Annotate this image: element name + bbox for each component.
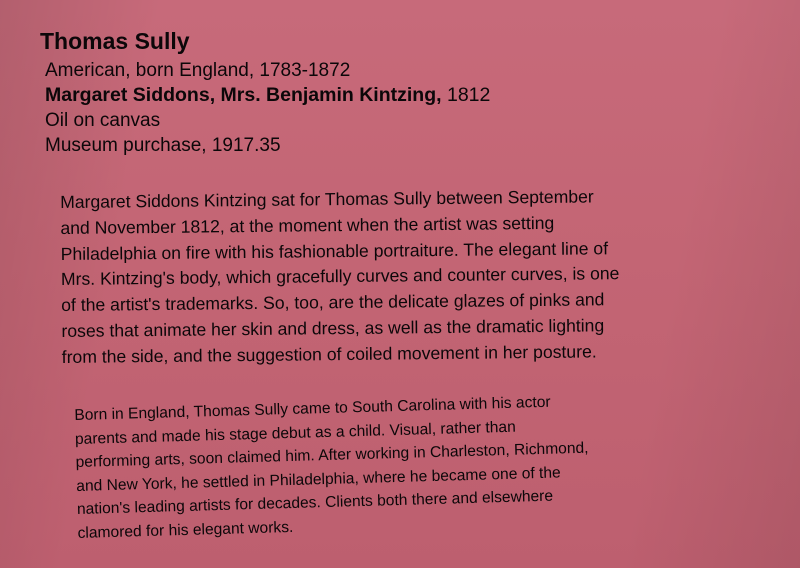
artwork-title-line: [45, 83, 660, 108]
paragraph-1-line: Mrs. Kintzing's body, which gracefully curves and counter curves, is one: [60, 263, 620, 290]
paragraph-2-line: performing arts, soon claimed him. After working in Charleston, Richmond,: [75, 439, 589, 472]
paragraph-1-line: from the side, and the suggestion of coiled movement in her posture.: [61, 341, 597, 367]
artwork-year: 1812: [446, 84, 491, 106]
label-header: [40, 26, 660, 158]
paragraph-2-line: nation's leading artists for decades. Clients both there and elsewhere: [76, 488, 554, 519]
paragraph-2-line: parents and made his stage debut as a child. Visual, rather than: [74, 418, 516, 448]
description-paragraph-1: [60, 183, 754, 371]
paragraph-2-line: clamored for his elegant works.: [77, 518, 294, 542]
paragraph-1-line: and November 1812, at the moment when the artist was setting: [60, 212, 555, 238]
paragraph-1-line: roses that animate her skin and dress, as well as the dramatic lighting: [61, 315, 605, 341]
artist-nationality-dates: American, born England, 1783-1872: [45, 60, 351, 81]
paragraph-1-line: Margaret Siddons Kintzing sat for Thomas Sully between September: [60, 186, 594, 212]
paragraph-2-line: and New York, he settled in Philadelphia, where he became one of the: [76, 464, 561, 495]
paragraph-1-line: Philadelphia on fire with his fashionable portraiture. The elegant line of: [60, 237, 609, 264]
acquisition-credit: Museum purchase, 1917.35: [45, 135, 281, 156]
artwork-title: Margaret Siddons, Mrs. Benjamin Kintzing,: [45, 84, 442, 106]
artwork-medium: Oil on canvas: [45, 110, 161, 131]
paragraph-1-line: of the artist's trademarks. So, too, are the delicate glazes of pinks and: [61, 289, 605, 316]
artist-name: Thomas Sully: [40, 28, 190, 54]
description-paragraph-2: [74, 385, 758, 545]
paragraph-2-line: Born in England, Thomas Sully came to South Carolina with his actor: [74, 393, 551, 424]
